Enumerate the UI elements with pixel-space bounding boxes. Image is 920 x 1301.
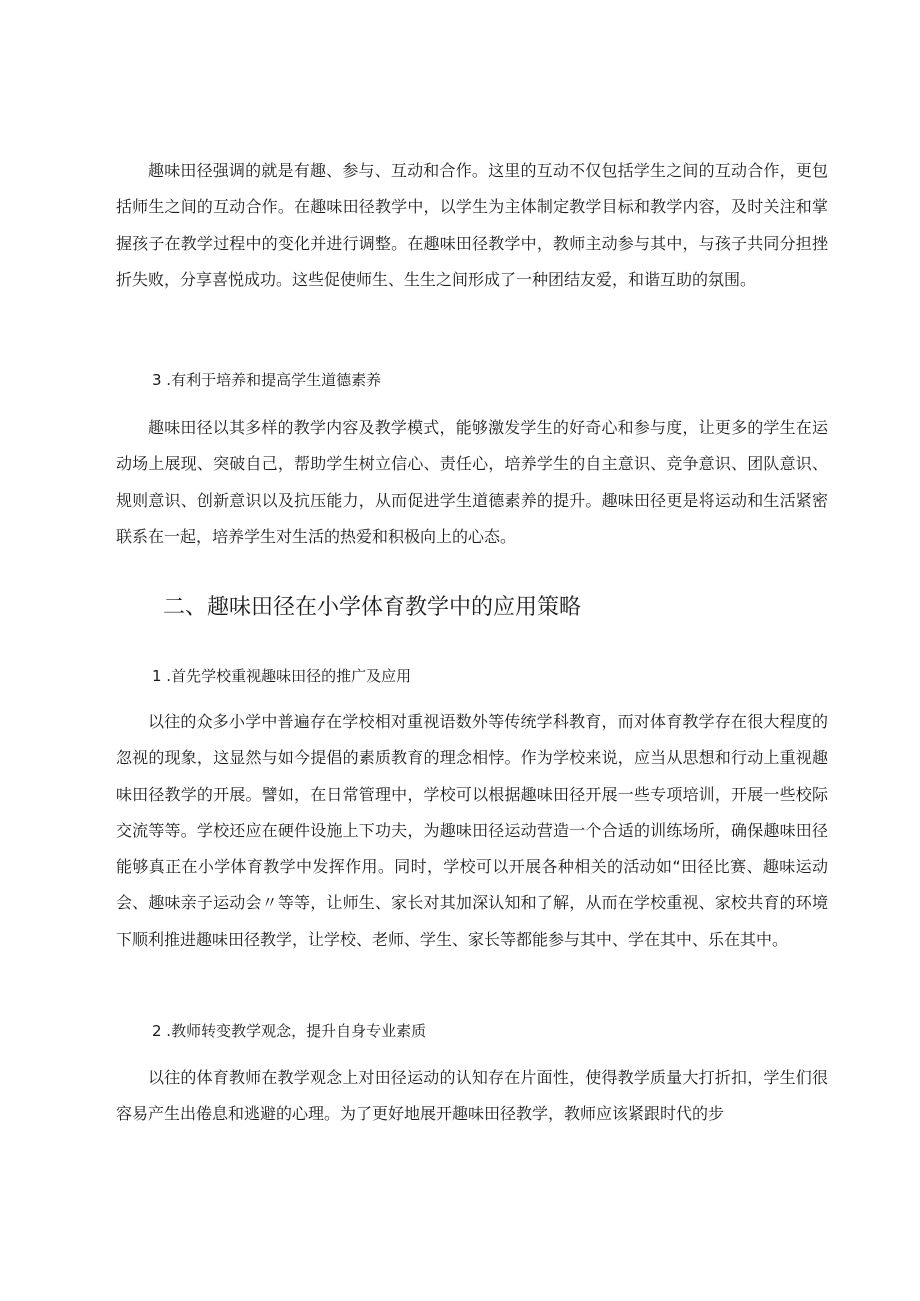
- subheading-teacher-concept: 2 .教师转变教学观念，提升自身专业素质: [152, 1022, 427, 1040]
- paragraph-interaction: 趣味田径强调的就是有趣、参与、互动和合作。这里的互动不仅包括学生之间的互动合作，更包括师生之间的互动合作。在趣味田径教学中，以学生为主体制定教学目标和教学内容，及时关注和掌握孩子在教学过程中的变化并进行调整。在趣味田径教学中，教师主动参与其中，与孩子共同分担挫折失败，分享喜悦成功。这些促使师生、生生之间形成了一种团结友爱，和谐互助的氛围。: [116, 161, 828, 289]
- paragraph-teacher-concept: 以往的体育教师在教学观念上对田径运动的认知存在片面性，使得教学质量大打折扣，学生们很容易产生出倦息和逃避的心理。为了更好地展开趣味田径教学，教师应该紧跟时代的步: [116, 1068, 828, 1124]
- paragraph-school-promotion: 以往的众多小学中普遍存在学校相对重视语数外等传统学科教育，而对体育教学存在很大程度的忽视的现象，这显然与如今提倡的素质教育的理念相悖。作为学校来说，应当从思想和行动上重视趣味田径教学的开展。譬如，在日常管理中，学校可以根据趣味田径开展一些专项培训，开展一些校际交流等等。学校还应在硬件设施上下功夫，为趣味田径运动营造一个合适的训练场所，确保趣味田径能够真正在小学体育教学中发挥作用。同时，学校可以开展各种相关的活动如“田径比赛、趣味运动会、趣味亲子运动会〃等等，让师生、家长对其加深认知和了解，从而在学校重视、家校共育的环境下顺利推进趣味田径教学，让学校、老师、学生、家长等都能参与其中、学在其中、乐在其中。: [116, 712, 828, 949]
- subheading-school-promotion: 1 .首先学校重视趣味田径的推广及应用: [152, 667, 412, 685]
- paragraph-moral-quality: 趣味田径以其多样的教学内容及教学模式，能够激发学生的好奇心和参与度，让更多的学生在运动场上展现、突破自己，帮助学生树立信心、责任心，培养学生的自主意识、竞争意识、团队意识、规则意识、创新意识以及抗压能力，从而促进学生道德素养的提升。趣味田径更是将运动和生活紧密联系在一起，培养学生对生活的热爱和积极向上的心态。: [116, 418, 828, 546]
- subheading-moral-quality: 3 .有利于培养和提高学生道德素养: [152, 371, 382, 389]
- section-heading-strategies: 二、趣味田径在小学体育教学中的应用策略: [163, 595, 582, 620]
